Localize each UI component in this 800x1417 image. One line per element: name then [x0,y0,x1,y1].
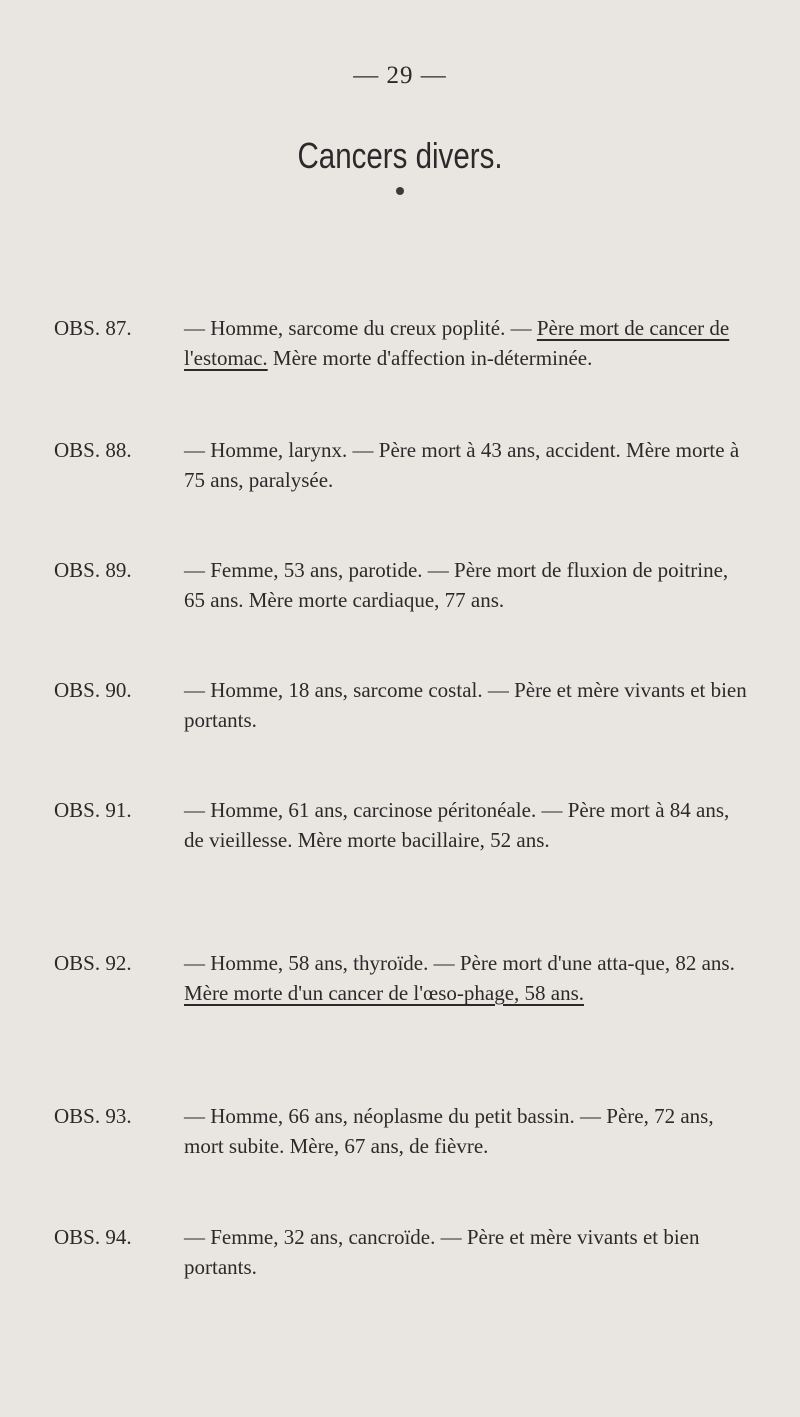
observation-text: — Homme, sarcome du creux poplité. — [184,316,537,340]
section-title: Cancers divers. [297,135,503,176]
observation-label: OBS. 87. [54,316,132,340]
observation-93 [54,1101,754,1161]
observation-text: — Femme, 32 ans, cancroïde. — Père et mère vivants et bien portants. [184,1225,700,1279]
observation-text: — Homme, 18 ans, sarcome costal. — Père et mère vivants et bien portants. [184,678,747,732]
observation-label: OBS. 91. [54,798,132,822]
observation-88 [54,435,754,495]
observation-label: OBS. 88. [54,438,132,462]
observation-text: — Homme, larynx. — Père mort à 43 ans, accident. Mère morte à 75 ans, paralysée. [184,438,740,492]
observation-91 [54,795,754,855]
observation-92 [54,948,754,1008]
observation-text: — Femme, 53 ans, parotide. — Père mort de fluxion de poitrine, 65 ans. Mère morte cardiaque, 77 ans. [184,558,729,612]
observation-label: OBS. 93. [54,1104,132,1128]
underlined-text: Père mort de cancer de l'estomac. [184,316,730,370]
observation-87 [54,313,754,373]
page-number: — 29 — [353,62,447,89]
observation-94 [54,1222,754,1282]
observation-text: Mère morte d'affection in-déterminée. [267,346,593,370]
observation-label: OBS. 94. [54,1225,132,1249]
observation-label: OBS. 89. [54,558,132,582]
observation-text: — Homme, 58 ans, thyroïde. — Père mort d'une atta-que, 82 ans. [184,951,735,975]
underlined-text: Mère morte d'un cancer de l'œso-phage, 58 ans. [184,981,585,1005]
ornament-dot [396,187,404,195]
observation-90 [54,675,754,735]
observation-text: — Homme, 61 ans, carcinose péritonéale. — Père mort à 84 ans, de vieillesse. Mère morte bacillaire, 52 ans. [184,798,730,852]
observation-label: OBS. 92. [54,951,132,975]
observation-text: — Homme, 66 ans, néoplasme du petit bassin. — Père, 72 ans, mort subite. Mère, 67 ans, de fièvre. [184,1104,714,1158]
observation-89 [54,555,754,615]
observation-label: OBS. 90. [54,678,132,702]
